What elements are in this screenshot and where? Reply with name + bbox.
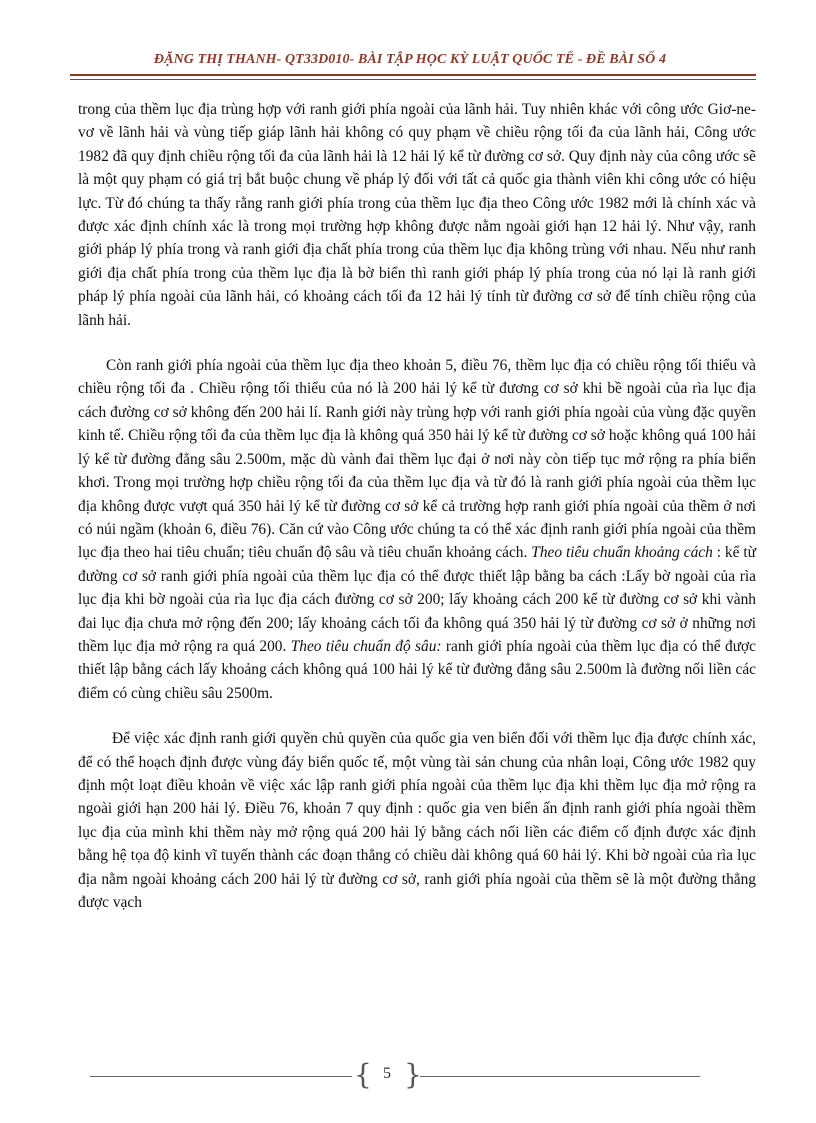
paragraph-2 bbox=[78, 354, 756, 705]
footer-bracket-right-icon: } bbox=[404, 1058, 422, 1091]
page-number: 5 bbox=[383, 1065, 391, 1082]
header-rule-thin bbox=[70, 79, 756, 80]
page-header bbox=[70, 50, 750, 68]
distance-criterion-label: Theo tiêu chuẩn khoảng cách bbox=[531, 544, 713, 562]
header-rule-thick bbox=[70, 74, 756, 76]
footer-rule-left bbox=[90, 1076, 352, 1077]
paragraph-2-part-2: : kể từ đường cơ sở ranh giới phía ngoài của thềm lục địa có thể được thiết lập bằng ba cách :Lấy bờ ngoài của rìa lục địa khi bờ ngoài của rìa lục địa cách đường cơ sở 200; lấy khoảng cách 200 kể từ đường cơ sở khi vành đai lục địa chưa mở rộng đến 200; lấy khoảng cách tối đa không quá 350 hải lý từ đường cơ sở ở những nơi thềm lục địa mở rộng ra quá 200. bbox=[78, 544, 756, 655]
footer-bracket-left-icon: { bbox=[354, 1058, 372, 1091]
header-title: ĐẶNG THỊ THANH- QT33D010- BÀI TẬP HỌC KỲ LUẬT QUỐC TẾ - ĐỀ BÀI SỐ 4 bbox=[153, 52, 667, 67]
footer-rule-right bbox=[420, 1076, 700, 1077]
depth-criterion-label: Theo tiêu chuẩn độ sâu: bbox=[290, 637, 442, 655]
paragraph-3: Để việc xác định ranh giới quyền chủ quyền của quốc gia ven biển đối với thềm lục địa được chính xác, để có thể hoạch định được vùng đáy biển quốc tế, một vùng tài sản chung của nhân loại, Công ước 1982 quy định một loạt điều khoản về việc xác lập ranh giới phía ngoài của thềm lục địa khi thềm lục địa mở rộng ra ngoài giới hạn 200 hải lý. Điều 76, khoản 7 quy định : quốc gia ven biển ấn định ranh giới phía ngoài thềm lục địa của mình khi thềm này mở rộng quá 200 hải lý bằng cách nối liền các điểm cố định được xác định bằng hệ tọa độ kinh vĩ tuyến thành các đoạn thẳng có chiều dài không quá 60 hải lý. Khi bờ ngoài của rìa lục địa nằm ngoài khoảng cách 200 hải lý từ đường cơ sở, ranh giới phía ngoài của thềm sẽ là một đường thẳng được vạch bbox=[78, 730, 756, 911]
paragraph-1: trong của thềm lục địa trùng hợp với ranh giới phía ngoài của lãnh hải. Tuy nhiên khác với công ước Giơ-ne-vơ về lãnh hải và vùng tiếp giáp lãnh hải không có quy phạm về chiều rộng tối đa của lãnh hải, Công ước 1982 đã quy định chiều rộng tối đa của lãnh hải là 12 hải lý kể từ đường cơ sở. Quy định này của công ước sẽ là một quy phạm có giá trị bắt buộc chung về pháp lý đối với tất cả quốc gia thành viên khi công ước có hiệu lực. Từ đó chúng ta thấy rằng ranh giới phía trong của thềm lục địa theo Công ước 1982 mới là chính xác và được xác định chính xác là trong mọi trường hợp không được nằm ngoài giới hạn 12 hải lý. Như vậy, ranh giới pháp lý phía trong và ranh giới địa chất phía trong của thềm lục địa không trùng với nhau. Nếu như ranh giới địa chất phía trong của thềm lục địa là bờ biển thì ranh giới pháp lý phía trong của nó lại là ranh giới pháp lý phía ngoài của lãnh hải, có khoảng cách tối đa 12 hải lý tính từ đường cơ sở để tính chiều rộng của lãnh hải. bbox=[78, 101, 756, 329]
page-footer bbox=[90, 1057, 700, 1097]
document-body bbox=[78, 98, 756, 936]
paragraph-2-part-1: Còn ranh giới phía ngoài của thềm lục địa theo khoản 5, điều 76, thềm lục địa có chiều rộng tối thiểu và chiều rộng tối đa . Chiều rộng tối thiểu của nó là 200 hải lý kể từ đương cơ sở khi bề ngoài của rìa lục địa cách đường cơ sở không đến 200 hải lí. Ranh giới này trùng hợp với ranh giới phía ngoài của vùng đặc quyền kinh tế. Chiều rộng tối đa của thềm lục địa là không quá 350 hải lý kể từ đường cơ sở hoặc không quá 100 hải lý kể từ đường đẳng sâu 2.500m, mặc dù vành đai thềm lục đại ở nơi này còn tiếp tục mở rộng ra phía biển khơi. Trong mọi trường hợp chiều rộng tối đa của thềm lục địa và từ đó là ranh giới phía ngoài của thềm lục địa không được vượt quá 350 hải lý kể từ đường cơ sở kể cả trường hợp ranh giới phía ngoài của thềm ở nơi có núi ngầm (khoản 6, điều 76). Căn cứ vào Công ước chúng ta có thể xác định ranh giới phía ngoài của thềm lục địa theo hai tiêu chuẩn; tiêu chuẩn độ sâu và tiêu chuẩn khoảng cách. bbox=[78, 357, 756, 562]
paragraph-2-part-3: ranh giới phía ngoài của thềm lục địa có thể được thiết lập bằng cách lấy khoảng cách không quá 100 hải lý kể từ đường đẳng sâu 2.500m là đường nối liền các điểm có cùng chiều sâu 2500m. bbox=[78, 637, 757, 702]
